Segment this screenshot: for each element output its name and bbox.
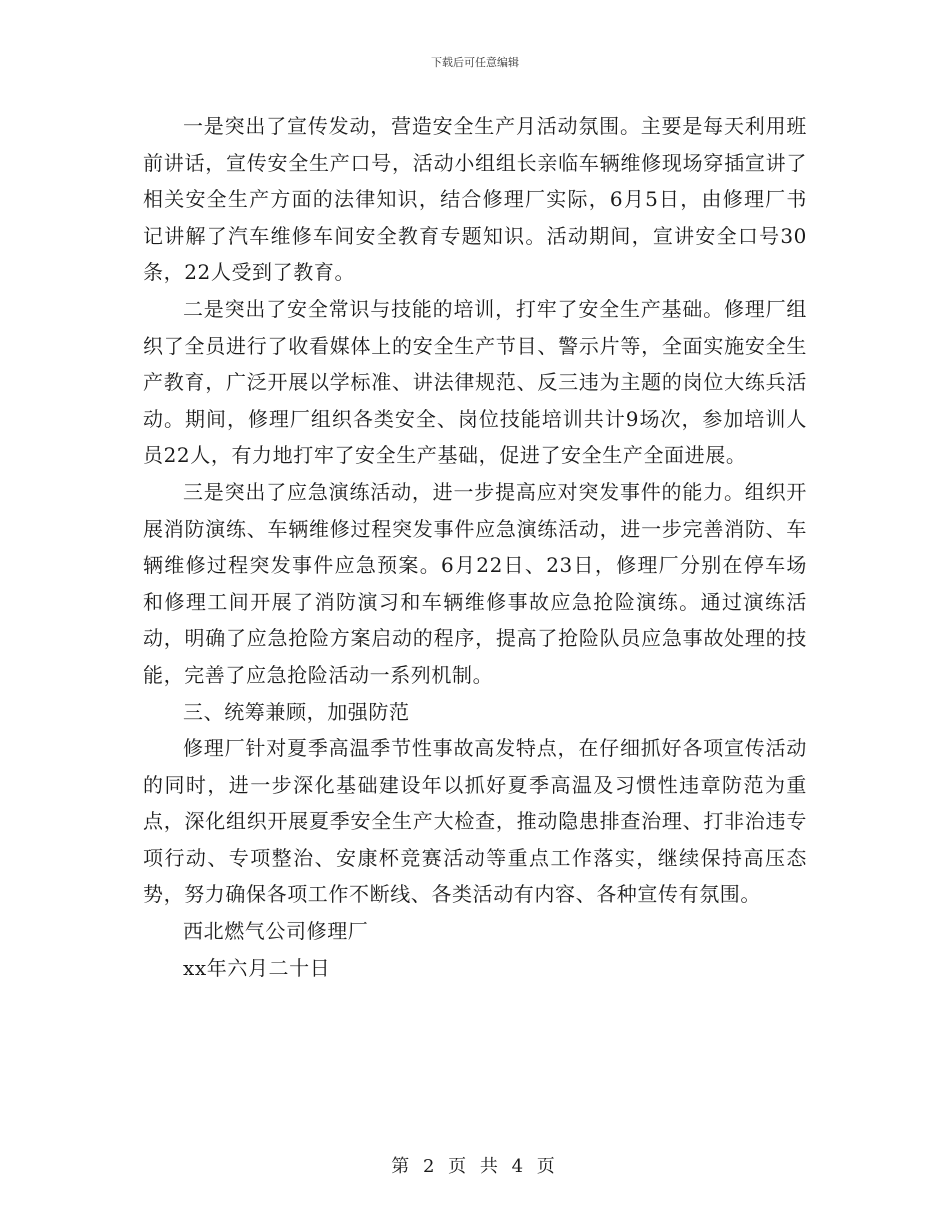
- signature-date: xx年六月二十日: [183, 955, 331, 980]
- document-body: [143, 108, 807, 986]
- page-number: 第 2 页 共 4 页: [391, 1156, 559, 1177]
- paragraph-publicity: 一是突出了宣传发动，营造安全生产月活动氛围。主要是每天利用班前讲话，宣传安全生产口号，活动小组组长亲临车辆维修现场穿插宣讲了相关安全生产方面的法律知识，结合修理厂实际，6月5日，由修理厂书记讲解了汽车维修车间安全教育专题知识。活动期间，宣讲安全口号30条，22人受到了教育。: [143, 114, 807, 285]
- paragraph-training: 二是突出了安全常识与技能的培训，打牢了安全生产基础。修理厂组织了全员进行了收看媒体上的安全生产节目、警示片等，全面实施安全生产教育，广泛开展以学标准、讲法律规范、反三违为主题的岗位大练兵活动。期间，修理厂组织各类安全、岗位技能培训共计9场次，参加培训人员22人，有力地打牢了安全生产基础，促进了安全生产全面进展。: [143, 296, 807, 468]
- page-header-note: 下载后可任意编辑: [431, 56, 519, 69]
- paragraph-prevention: 修理厂针对夏季高温季节性事故高发特点，在仔细抓好各项宣传活动的同时，进一步深化基础建设年以抓好夏季高温及习惯性违章防范为重点，深化组织开展夏季安全生产大检查，推动隐患排查治理、打非治违专项行动、专项整治、安康杯竞赛活动等重点工作落实，继续保持高压态势，努力确保各项工作不断线、各类活动有内容、各种宣传有氛围。: [143, 736, 807, 907]
- section-heading: 三、统筹兼顾，加强防范: [183, 699, 410, 724]
- signature-organization: 西北燃气公司修理厂: [183, 919, 369, 944]
- paragraph-emergency-drill: 三是突出了应急演练活动，进一步提高应对突发事件的能力。组织开展消防演练、车辆维修过程突发事件应急演练活动，进一步完善消防、车辆维修过程突发事件应急预案。6月22日、23日，修理厂分别在停车场和修理工间开展了消防演习和车辆维修事故应急抢险演练。通过演练活动，明确了应急抢险方案启动的程序，提高了抢险队员应急事故处理的技能，完善了应急抢险活动一系列机制。: [143, 479, 807, 687]
